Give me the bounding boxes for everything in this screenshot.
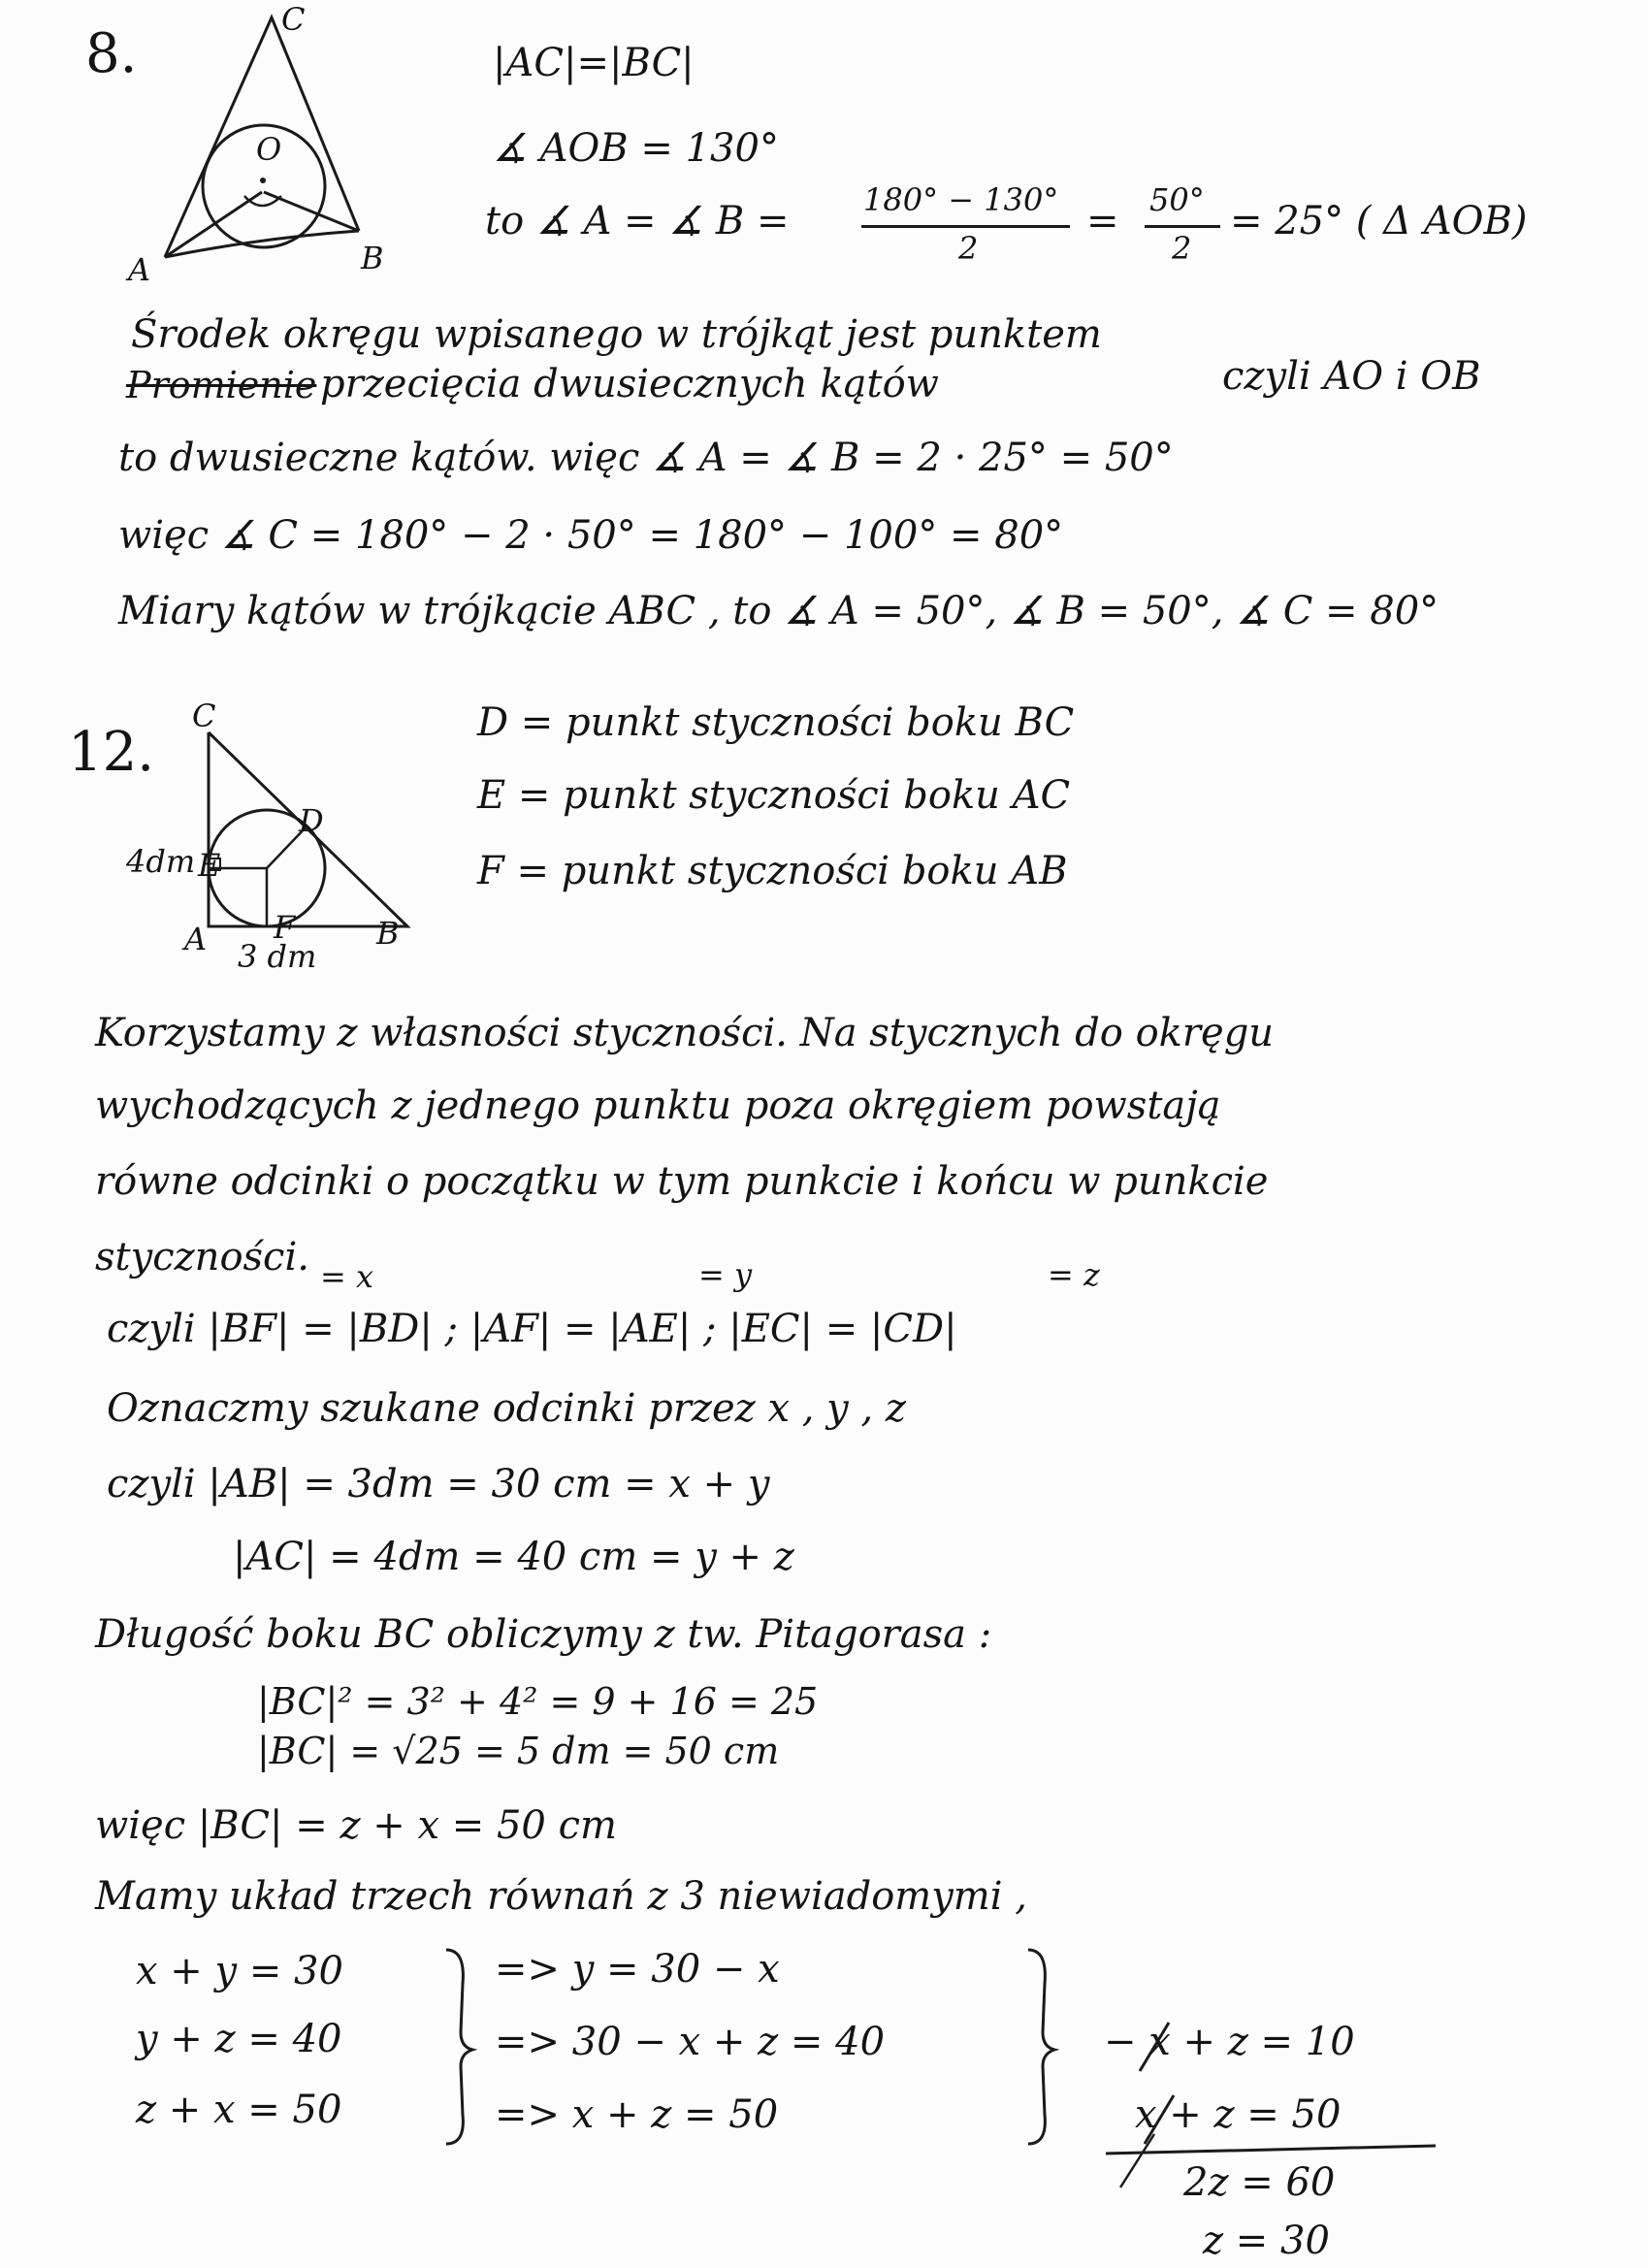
- p12-fig-label-f: F: [274, 909, 296, 946]
- p8-text-line-2-note: czyli AO i OB: [1222, 354, 1481, 399]
- p12-pyth-1: |BC|² = 3² + 4² = 9 + 16 = 25: [257, 1680, 819, 1723]
- p12-sum-line-3: 2z = 60: [1183, 2160, 1336, 2205]
- p8-angles-lhs: to ∡ A = ∡ B =: [485, 199, 790, 243]
- p12-pyth-intro: Długość boku BC obliczymy z tw. Pitagorasa :: [95, 1612, 992, 1657]
- p8-fig-label-c: C: [281, 1, 306, 38]
- p12-fig-label-d: D: [299, 802, 324, 839]
- p8-frac1-bar: [861, 225, 1070, 228]
- p12-sum-line-1: − x + z = 10: [1104, 2020, 1355, 2064]
- p8-struck-word: Promienie: [126, 364, 317, 406]
- p8-text-line-1: Środek okręgu wpisanego w trójkąt jest punktem: [131, 312, 1102, 357]
- p12-over-z: = z: [1048, 1256, 1100, 1293]
- p12-def-f: F = punkt styczności boku AB: [477, 849, 1068, 893]
- p12-def-d: D = punkt styczności boku BC: [477, 700, 1075, 745]
- p12-implication-1: => y = 30 − x: [495, 1947, 780, 1992]
- p12-paragraph-2: wychodzących z jednego punktu poza okręgiem powstają: [95, 1084, 1221, 1128]
- p8-fig-label-b: B: [361, 240, 384, 276]
- problem-12-number: 12.: [68, 721, 155, 784]
- p12-paragraph-3: równe odcinki o początku w tym punkcie i końcu w punkcie: [95, 1159, 1269, 1204]
- p8-text-line-2: przecięcia dwusiecznych kątów: [320, 362, 939, 406]
- p12-eq-1: x + y = 30: [136, 1949, 343, 1993]
- p12-fig-label-e: E: [198, 847, 221, 884]
- p12-denote: Oznaczmy szukane odcinki przez x , y , z: [107, 1386, 906, 1431]
- p12-def-e: E = punkt styczności boku AC: [477, 773, 1071, 818]
- p8-fig-label-o: O: [256, 131, 282, 168]
- p12-implication-2: => 30 − x + z = 40: [495, 2020, 886, 2064]
- problem-8-number: 8.: [85, 22, 138, 85]
- problem-8-figure: [116, 0, 388, 291]
- p8-frac2-bar: [1145, 225, 1220, 228]
- p12-paragraph-1: Korzystamy z własności styczności. Na stycznych do okręgu: [95, 1011, 1275, 1055]
- p12-ab: czyli |AB| = 3dm = 30 cm = x + y: [107, 1462, 770, 1507]
- p8-text-line-3: to dwusieczne kątów. więc ∡ A = ∡ B = 2 · 25° = 50°: [118, 436, 1174, 480]
- p8-text-line-4: więc ∡ C = 180° − 2 · 50° = 180° − 100° = 80°: [118, 513, 1064, 558]
- p8-frac1-den: 2: [958, 230, 979, 267]
- p12-side-bottom: 3 dm: [238, 938, 317, 975]
- p8-frac1-num: 180° − 130°: [863, 181, 1059, 218]
- p12-eq-3: z + x = 50: [136, 2088, 342, 2132]
- p12-sum-line-2: x + z = 50: [1135, 2092, 1342, 2137]
- p12-paragraph-4: styczności.: [95, 1235, 309, 1280]
- p12-pyth-2: |BC| = √25 = 5 dm = 50 cm: [257, 1730, 780, 1772]
- p12-fig-label-c: C: [192, 697, 216, 734]
- p12-fig-label-b: B: [376, 915, 400, 952]
- p8-given-sides: |AC|=|BC|: [493, 41, 695, 85]
- p12-right-brace-2: [1023, 1945, 1062, 2149]
- p8-eq-sign: =: [1086, 199, 1119, 243]
- p8-frac2-num: 50°: [1149, 181, 1205, 218]
- p12-right-brace: [441, 1945, 480, 2149]
- p8-result: = 25° ( Δ AOB): [1230, 199, 1528, 243]
- p8-fig-label-a: A: [128, 251, 151, 288]
- p12-side-left: 4dm: [126, 843, 196, 880]
- p8-given-angle: ∡ AOB = 130°: [493, 126, 779, 171]
- p12-system-intro: Mamy układ trzech równań z 3 niewiadomymi ,: [95, 1874, 1027, 1919]
- p12-sum-line-4: z = 30: [1203, 2219, 1330, 2263]
- p12-tangents: czyli |BF| = |BD| ; |AF| = |AE| ; |EC| = |CD|: [107, 1307, 957, 1351]
- p12-over-x: = x: [320, 1258, 374, 1295]
- p12-ac: |AC| = 4dm = 40 cm = y + z: [233, 1535, 794, 1579]
- p8-frac2-den: 2: [1172, 230, 1192, 267]
- p12-bc: więc |BC| = z + x = 50 cm: [95, 1803, 617, 1848]
- p8-text-line-5: Miary kątów w trójkącie ABC , to ∡ A = 50°, ∡ B = 50°, ∡ C = 80°: [118, 589, 1439, 633]
- p12-eq-2: y + z = 40: [136, 2017, 342, 2061]
- p12-fig-label-a: A: [184, 921, 208, 957]
- p12-over-y: = y: [698, 1256, 753, 1293]
- p12-implication-3: => x + z = 50: [495, 2092, 779, 2137]
